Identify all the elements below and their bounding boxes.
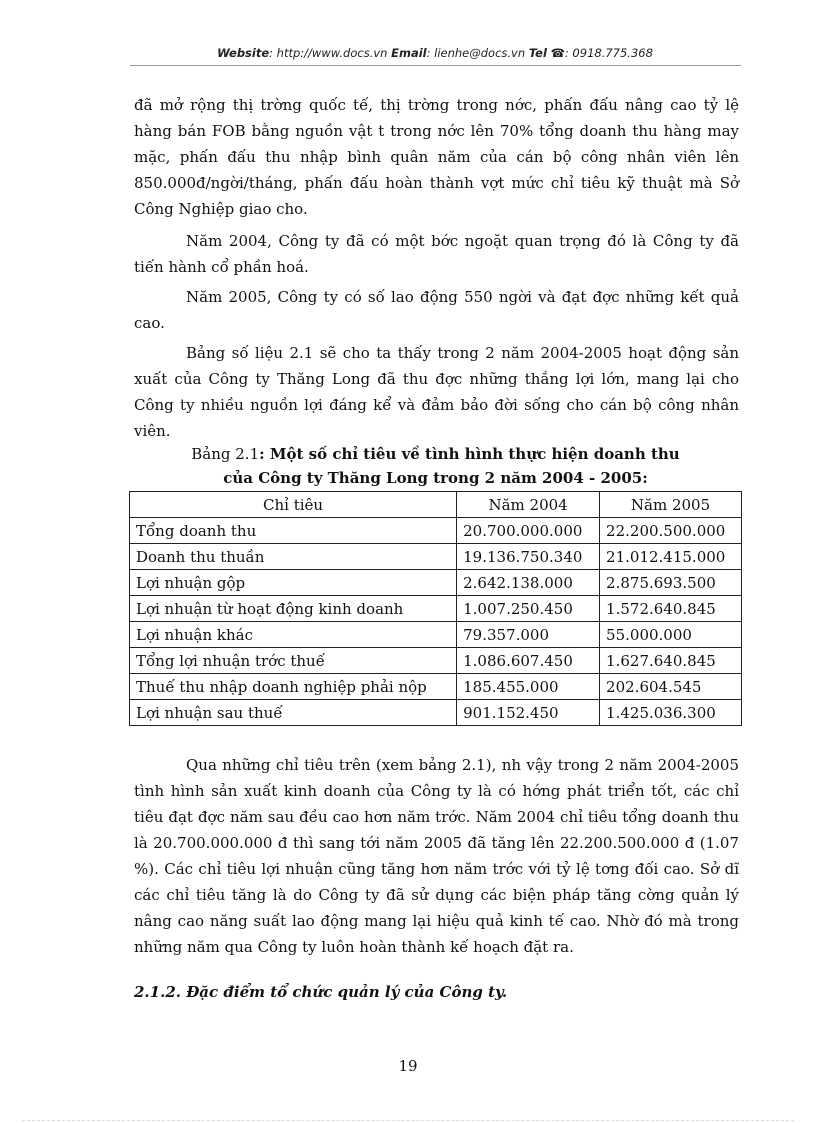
value-2004: 2.642.138.000: [457, 570, 600, 596]
paragraph-4: Bảng số liệu 2.1 sẽ cho ta thấy trong 2 năm 2004-2005 hoạt động sản xuất của Công ty Thăng Long đã thu đợc những thắng lợi lớn, mang lại cho Công ty nhiều nguồn lợi đáng kể và đảm bảo đời sống cho cán bộ công nhân viên.: [134, 344, 739, 440]
value-2004: 79.357.000: [457, 622, 600, 648]
value-2005: 21.012.415.000: [600, 544, 742, 570]
table-row: [130, 700, 742, 726]
table-caption-title-2: của Công ty Thăng Long trong 2 năm 2004 - 2005:: [223, 469, 648, 487]
paragraph-3: Năm 2005, Công ty có số lao động 550 ngời và đạt đợc những kết quả cao.: [134, 288, 739, 332]
row-label: Tổng doanh thu: [130, 518, 457, 544]
row-label: Thuế thu nhập doanh nghiệp phải nộp: [130, 674, 457, 700]
value-2005: 1.627.640.845: [600, 648, 742, 674]
value-2004: 20.700.000.000: [457, 518, 600, 544]
header-2005: Năm 2005: [600, 492, 742, 518]
value-2004: 19.136.750.340: [457, 544, 600, 570]
value-2004: 901.152.450: [457, 700, 600, 726]
paragraph-2: Năm 2004, Công ty đã có một bớc ngoặt quan trọng đó là Công ty đã tiến hành cổ phần hoá.: [134, 232, 739, 276]
email-address[interactable]: : lienhe@docs.vn: [426, 46, 526, 60]
row-label: Lợi nhuận gộp: [130, 570, 457, 596]
value-2005: 2.875.693.500: [600, 570, 742, 596]
header-divider: [130, 65, 741, 66]
row-label: Lợi nhuận khác: [130, 622, 457, 648]
value-2005: 1.572.640.845: [600, 596, 742, 622]
footer-divider: [22, 1120, 794, 1121]
value-2005: 1.425.036.300: [600, 700, 742, 726]
value-2004: 1.086.607.450: [457, 648, 600, 674]
table-header-row: [130, 492, 742, 518]
tel-label: Tel: [528, 46, 547, 60]
value-2005: 202.604.545: [600, 674, 742, 700]
paragraph-5: Qua những chỉ tiêu trên (xem bảng 2.1), nh vậy trong 2 năm 2004-2005 tình hình sản xuất kinh doanh của Công ty là có hớng phát triển tốt, các chỉ tiêu đạt đợc năm sau đều cao hơn năm trớc. Năm 2004 chỉ tiêu tổng doanh thu là 20.700.000.000 đ thì sang tới năm 2005 đã tăng lên 22.200.500.000 đ (1.07 %). Các chỉ tiêu lợi nhuận cũng tăng hơn năm trớc với tỷ lệ tơng đối cao. Sở dĩ các chỉ tiêu tăng là do Công ty đã sử dụng các biện pháp tăng cờng quản lý nâng cao năng suất lao động mang lại hiệu quả kinh tế cao. Nhờ đó mà trong những năm qua Công ty luôn hoàn thành kế hoạch đặt ra.: [134, 756, 739, 956]
value-2004: 1.007.250.450: [457, 596, 600, 622]
page-number: 19: [398, 1057, 418, 1075]
table-caption-prefix: Bảng 2.1: [191, 445, 260, 463]
email-label: Email: [391, 46, 427, 60]
table-row: [130, 518, 742, 544]
table-row: [130, 674, 742, 700]
row-label: Lợi nhuận từ hoạt động kinh doanh: [130, 596, 457, 622]
header-2004: Năm 2004: [457, 492, 600, 518]
value-2004: 185.455.000: [457, 674, 600, 700]
table-caption-line-2: [130, 465, 741, 491]
paragraph-1: đã mở rộng thị trờng quốc tế, thị trờng trong nớc, phấn đấu nâng cao tỷ lệ hàng bán FOB bằng nguồn vật t trong nớc lên 70% tổng doanh thu hàng may mặc, phấn đấu thu nhập bình quân năm của cán bộ công nhân viên lên 850.000đ/ngời/tháng, phấn đấu hoàn thành vợt mức chỉ tiêu kỹ thuật mà Sở Công Nghiệp giao cho.: [134, 96, 739, 218]
header-indicator: Chỉ tiêu: [130, 492, 457, 518]
table-caption-title-1: : Một số chỉ tiêu về tình hình thực hiện doanh thu: [259, 445, 680, 463]
website-url[interactable]: : http://www.docs.vn: [269, 46, 388, 60]
section-heading: 2.1.2. Đặc điểm tổ chức quản lý của Công ty.: [134, 983, 508, 1001]
tel-number: : 0918.775.368: [564, 46, 653, 60]
table-row: [130, 596, 742, 622]
table-caption: [130, 441, 741, 467]
row-label: Lợi nhuận sau thuế: [130, 700, 457, 726]
table-row: [130, 570, 742, 596]
telephone-icon: ☎: [550, 46, 565, 60]
value-2005: 55.000.000: [600, 622, 742, 648]
row-label: Tổng lợi nhuận trớc thuế: [130, 648, 457, 674]
table-row: [130, 648, 742, 674]
revenue-table: [129, 491, 742, 726]
value-2005: 22.200.500.000: [600, 518, 742, 544]
website-label: Website: [217, 46, 270, 60]
table-row: [130, 622, 742, 648]
page-header: [130, 46, 740, 60]
row-label: Doanh thu thuần: [130, 544, 457, 570]
table-row: [130, 544, 742, 570]
